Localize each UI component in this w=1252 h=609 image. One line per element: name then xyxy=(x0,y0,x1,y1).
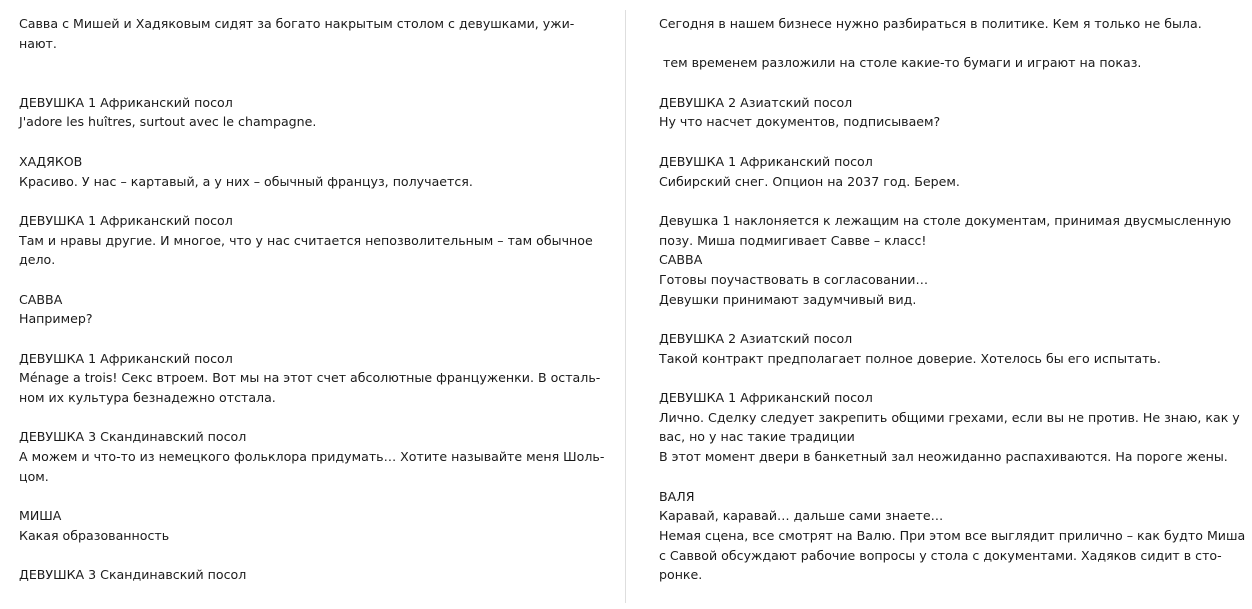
text-line: Савва с Мишей и Хадяковым сидят за богато накрытым столом с девушками, ужи- xyxy=(19,16,575,31)
text-line: Сегодня в нашем бизнесе нужно разбираться в политике. Кем я только не была. xyxy=(659,16,1202,31)
text-line: ронке. xyxy=(659,567,703,583)
text-line: ДЕВУШКА 1 Африканский посол xyxy=(659,390,873,406)
blank-line xyxy=(19,191,626,211)
text-line: ДЕВУШКА 2 Азиатский посол xyxy=(659,331,853,346)
text-line: Ну что насчет документов, подписываем? xyxy=(659,114,941,130)
text-line: вас, но у нас такие традиции xyxy=(659,429,855,445)
blank-line xyxy=(659,34,1252,54)
blank-line xyxy=(19,408,626,428)
blank-line xyxy=(19,487,626,507)
text-line: Лично. Сделку следует закрепить общими грехами, если вы не против. Не знаю, как у xyxy=(659,409,1240,425)
blank-line xyxy=(659,73,1252,93)
blank-line xyxy=(19,329,626,349)
text-line: В этот момент двери в банкетный зал неожиданно распахиваются. На пороге жены. xyxy=(659,449,1228,465)
text-line: Сибирский снег. Опцион на 2037 год. Берем. xyxy=(659,173,960,189)
text-line: Какая образованность xyxy=(19,527,170,543)
blank-line xyxy=(19,53,626,73)
text-line: ДЕВУШКА 3 Скандинавский посол xyxy=(19,429,247,445)
text-line: Готовы поучаствовать в согласовании… xyxy=(659,271,929,287)
text-line: МИША xyxy=(19,508,62,524)
text-line: Красиво. У нас – картавый, а у них – обычный француз, получается. xyxy=(19,173,473,189)
text-line: Там и нравы другие. И многое, что у нас считается непозволительным – там обычное xyxy=(19,232,593,248)
right-page-column xyxy=(626,0,1252,609)
text-line: Девушка 1 наклоняется к лежащим на столе документам, принимая двусмысленную xyxy=(659,212,1232,228)
text-line: САВВА xyxy=(19,291,63,307)
text-line: дело. xyxy=(19,252,56,268)
text-line: тем временем разложили на столе какие-то бумаги и играют на показ. xyxy=(659,55,1142,71)
blank-line xyxy=(659,467,1252,487)
text-line: ХАДЯКОВ xyxy=(19,153,83,169)
text-line: А можем и что-то из немецкого фольклора придумать… Хотите называйте меня Шоль- xyxy=(19,449,605,465)
text-line: ДЕВУШКА 1 Африканский посол xyxy=(19,350,233,366)
text-line: цом. xyxy=(19,468,49,484)
text-line: Девушки принимают задумчивый вид. xyxy=(659,291,917,307)
text-line: ДЕВУШКА 1 Африканский посол xyxy=(19,212,233,228)
text-line: с Саввой обсуждают рабочие вопросы у стола с документами. Хадяков сидит в сто- xyxy=(659,547,1222,563)
text-line: ДЕВУШКА 3 Скандинавский посол xyxy=(19,567,247,583)
blank-line xyxy=(659,309,1252,329)
text-line: Например? xyxy=(19,311,93,327)
blank-line xyxy=(19,132,626,152)
text-line: Немая сцена, все смотрят на Валю. При этом все выглядит прилично – как будто Миша xyxy=(659,527,1246,543)
text-line: САВВА xyxy=(659,252,703,268)
text-line: ном их культура безнадежно отстала. xyxy=(19,390,276,406)
blank-line xyxy=(19,73,626,93)
text-line: Ménage a trois! Секс втроем. Вот мы на этот счет абсолютные француженки. В осталь- xyxy=(19,370,601,386)
text-line: ВАЛЯ xyxy=(659,488,695,504)
blank-line xyxy=(659,191,1252,211)
blank-line xyxy=(659,132,1252,152)
text-line: J'adore les huîtres, surtout avec le champagne. xyxy=(19,114,317,130)
text-line: позу. Миша подмигивает Савве – класс! xyxy=(659,232,927,248)
text-line: ДЕВУШКА 2 Азиатский посол xyxy=(659,94,853,110)
blank-line xyxy=(659,368,1252,388)
text-line: ДЕВУШКА 1 Африканский посол xyxy=(659,153,873,169)
text-line: Такой контракт предполагает полное доверие. Хотелось бы его испытать. xyxy=(659,350,1161,366)
text-line: нают. xyxy=(19,35,57,51)
blank-line xyxy=(19,270,626,290)
text-line: Каравай, каравай… дальше сами знаете… xyxy=(659,508,944,524)
blank-line xyxy=(19,546,626,566)
text-line: ДЕВУШКА 1 Африканский посол xyxy=(19,94,233,110)
